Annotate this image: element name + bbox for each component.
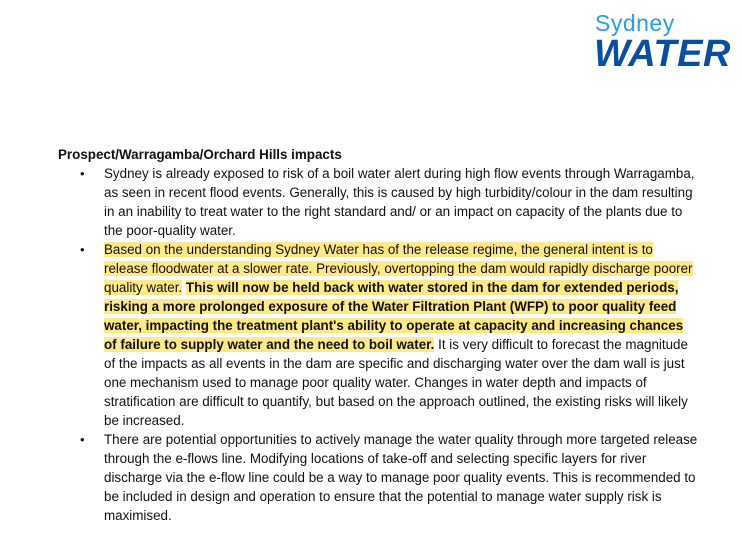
section-heading: Prospect/Warragamba/Orchard Hills impacts xyxy=(58,147,342,162)
bullet-text-2-rest: It is very difficult to forecast the magnitude of the impacts as all events in the dam are specific and discharging water over the dam wall is just one mechanism used to manage poor quality water. Changes in water depth and impacts of stratification are difficult to quantify, but based on the approach outlined, the existing risks will likely be increased. xyxy=(104,337,688,428)
bullet-dot-icon: • xyxy=(80,432,85,447)
bullet-item-1 xyxy=(58,164,698,240)
bullet-text-3: There are potential opportunities to actively manage the water quality through more targeted release through the e-flows line. Modifying locations of take-off and selecting specific layers for river discharge via the e-flow line could be a way to manage poor quality events. This is recommended to be included in design and operation to ensure that the potential to manage water supply risk is maximised. xyxy=(104,432,698,523)
bullet-item-2 xyxy=(58,240,698,430)
document-body xyxy=(58,146,698,525)
sydney-water-logo xyxy=(592,10,738,76)
logo-line-water: WATER xyxy=(594,33,731,75)
logo-line-sydney: Sydney xyxy=(595,10,675,36)
bullet-text-1: Sydney is already exposed to risk of a boil water alert during high flow events through Warragamba, as seen in recent flood events. Generally, this is caused by high turbidity/colour in the dam resulting in an inability to treat water to the right standard and/ or an impact on capacity of the plants due to the poor-quality water. xyxy=(104,166,695,238)
bullet-item-3 xyxy=(58,430,698,525)
highlighted-text: Based on the understanding Sydney Water has of the release regime, the general intent is to release floodwater at a slower rate. Previously, overtopping the dam would rapidly discharge poorer quality water. xyxy=(104,242,693,295)
highlighted-bold-text: This will now be held back with water stored in the dam for extended periods, risking a more prolonged exposure of the Water Filtration Plant (WFP) to poor quality feed water, impacting the treatment plant's ability to operate at capacity and increasing chances of failure to supply water and the need to boil water. xyxy=(104,280,684,352)
bullet-dot-icon: • xyxy=(80,166,85,181)
bullet-dot-icon: • xyxy=(80,242,85,257)
bullet-list xyxy=(58,164,698,525)
